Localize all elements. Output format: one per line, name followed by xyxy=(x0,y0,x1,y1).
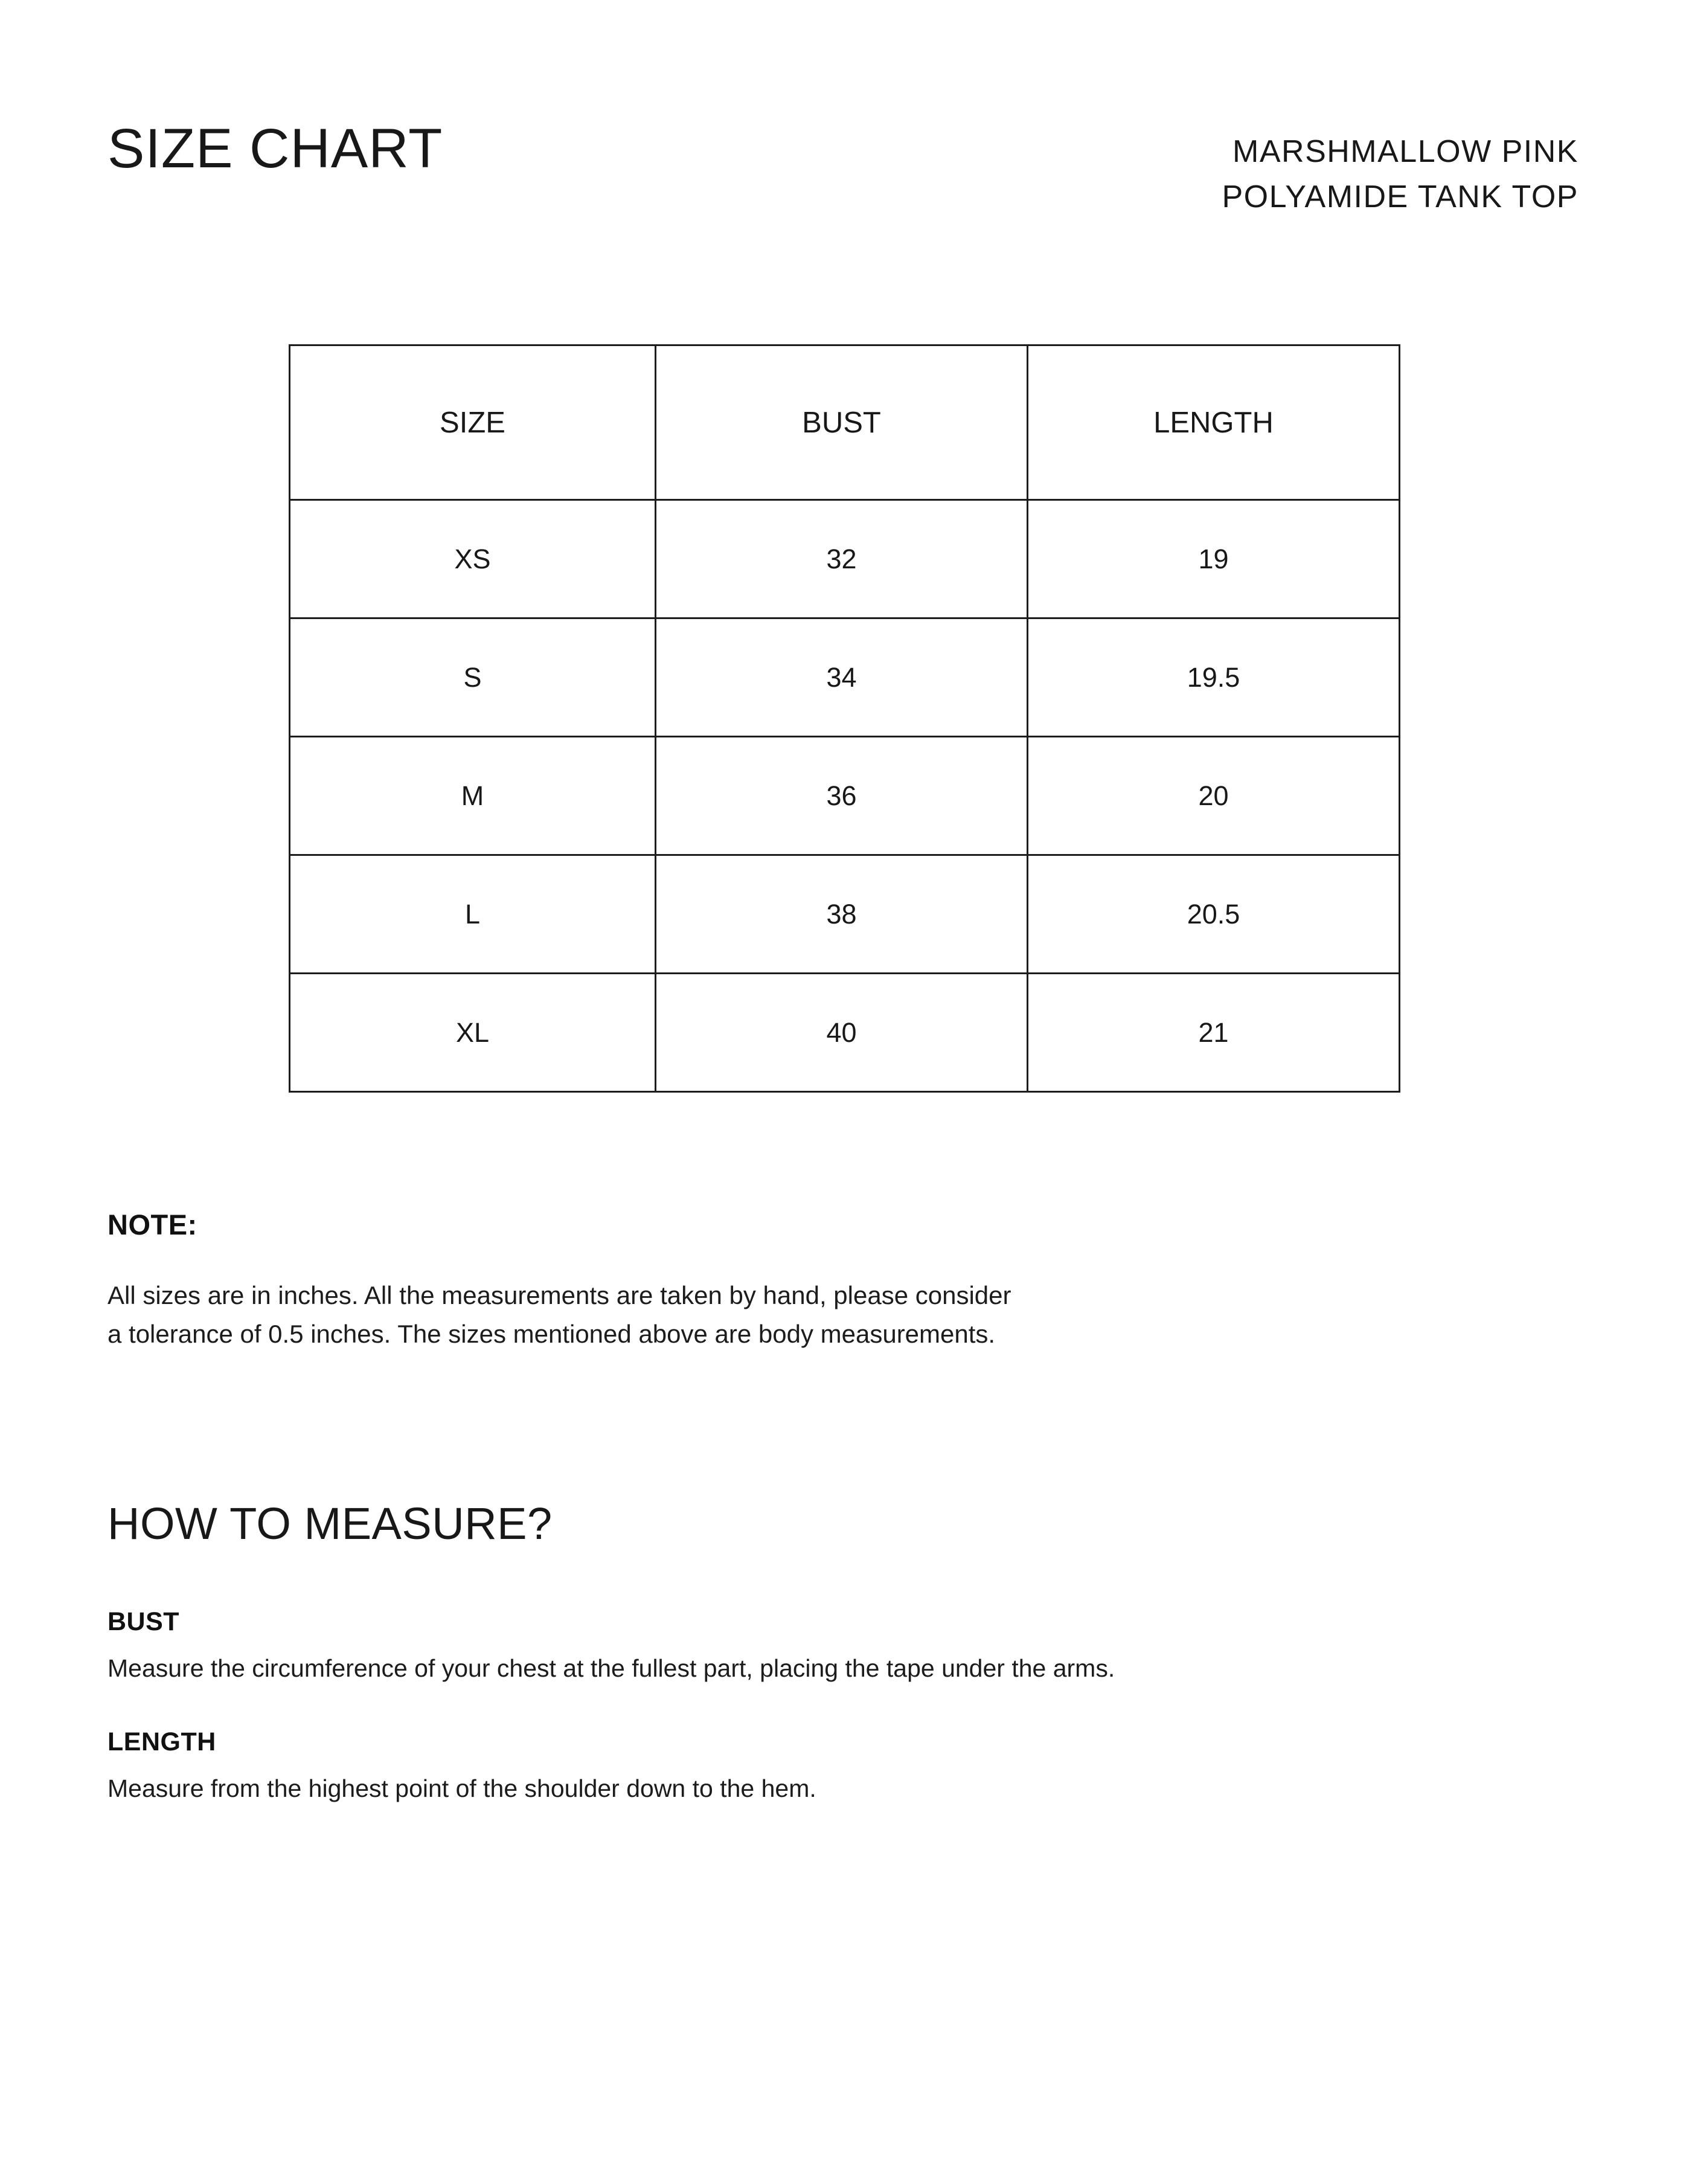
table-row xyxy=(290,618,1400,737)
column-header-bust: BUST xyxy=(656,345,1028,500)
note-section xyxy=(107,1208,1579,1354)
cell-bust: 32 xyxy=(656,500,1028,618)
measure-item-length xyxy=(107,1727,1579,1808)
cell-size: XS xyxy=(290,500,656,618)
measure-label-bust: BUST xyxy=(107,1607,180,1636)
cell-length: 20 xyxy=(1028,737,1400,855)
page-title: SIZE CHART xyxy=(107,118,443,179)
product-name xyxy=(1222,121,1579,220)
cell-length: 19.5 xyxy=(1028,618,1400,737)
size-measurements-table xyxy=(289,344,1400,1093)
product-name-line-1: MARSHMALLOW PINK xyxy=(1232,134,1579,169)
note-heading: NOTE: xyxy=(107,1209,197,1241)
table-header-row xyxy=(290,345,1400,500)
cell-size: S xyxy=(290,618,656,737)
measure-item-bust xyxy=(107,1607,1579,1688)
how-to-measure-title: HOW TO MEASURE? xyxy=(107,1498,553,1549)
note-line-1: All sizes are in inches. All the measurements are taken by hand, please consider xyxy=(107,1281,1011,1309)
measure-text-length: Measure from the highest point of the shoulder down to the hem. xyxy=(107,1774,816,1802)
measure-text-bust: Measure the circumference of your chest at the fullest part, placing the tape under the arms. xyxy=(107,1654,1115,1682)
how-to-measure-section xyxy=(107,1498,1579,1847)
product-name-line-2: POLYAMIDE TANK TOP xyxy=(1222,179,1579,215)
table-row xyxy=(290,500,1400,618)
cell-bust: 40 xyxy=(656,974,1028,1092)
cell-size: M xyxy=(290,737,656,855)
note-body xyxy=(107,1276,1376,1354)
table-row xyxy=(290,737,1400,855)
cell-bust: 38 xyxy=(656,855,1028,974)
measure-label-length: LENGTH xyxy=(107,1727,216,1756)
cell-bust: 36 xyxy=(656,737,1028,855)
cell-length: 21 xyxy=(1028,974,1400,1092)
cell-size: L xyxy=(290,855,656,974)
column-header-length: LENGTH xyxy=(1028,345,1400,500)
cell-length: 19 xyxy=(1028,500,1400,618)
cell-size: XL xyxy=(290,974,656,1092)
cell-bust: 34 xyxy=(656,618,1028,737)
table-row xyxy=(290,974,1400,1092)
document-header xyxy=(107,118,1579,220)
table-row xyxy=(290,855,1400,974)
note-line-2: a tolerance of 0.5 inches. The sizes mentioned above are body measurements. xyxy=(107,1319,996,1348)
column-header-size: SIZE xyxy=(290,345,656,500)
cell-length: 20.5 xyxy=(1028,855,1400,974)
